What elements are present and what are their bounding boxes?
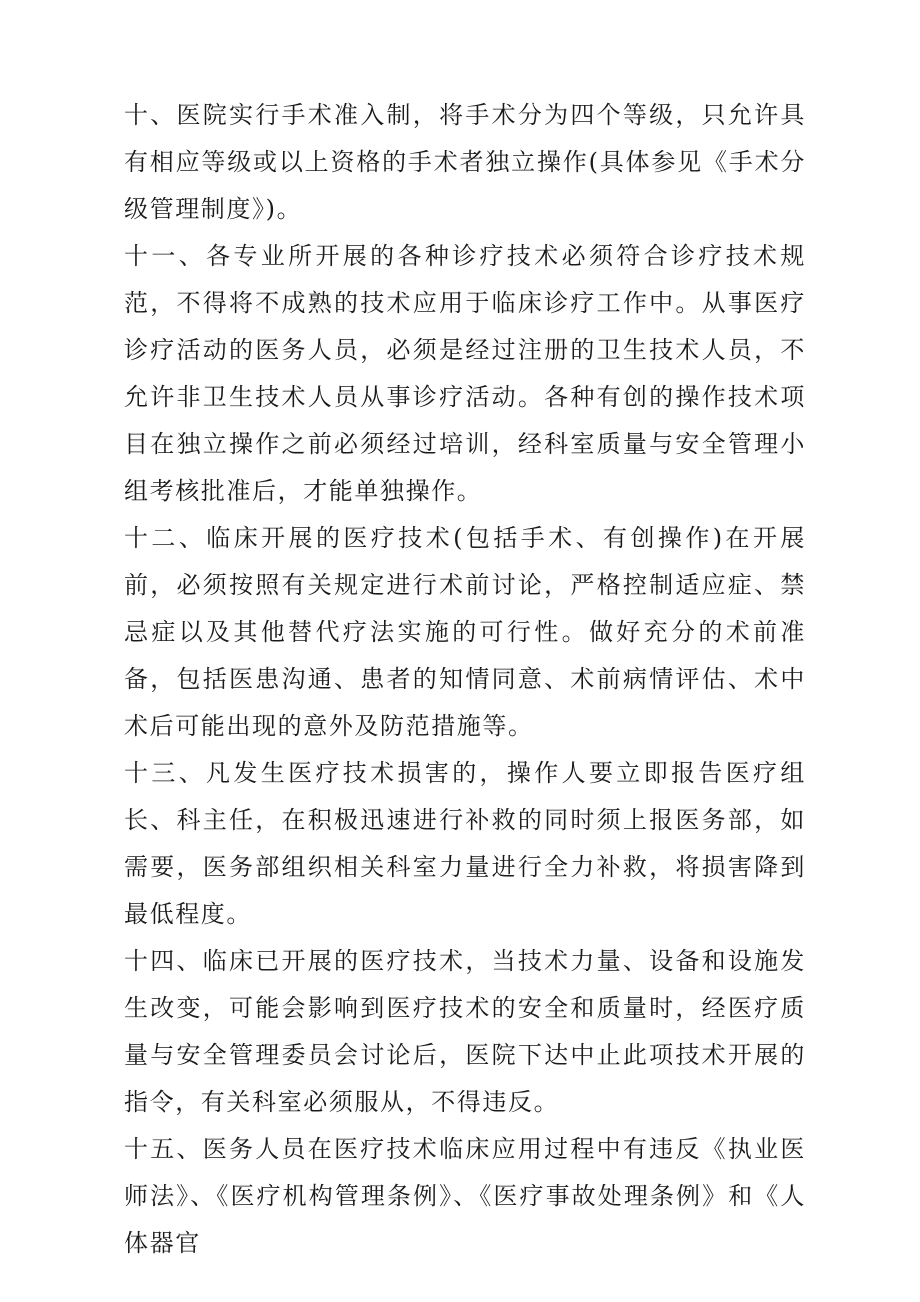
paragraph-14: 十四、临床已开展的医疗技术，当技术力量、设备和设施发生改变，可能会影响到医疗技术的安全和质量时，经医疗质量与安全管理委员会讨论后，医院下达中止此项技术开展的指令，有关科室必须服从，不得违反。 (124, 947, 806, 1116)
paragraph-11: 十一、各专业所开展的各种诊疗技术必须符合诊疗技术规范，不得将不成熟的技术应用于临床诊疗工作中。从事医疗诊疗活动的医务人员，必须是经过注册的卫生技术人员，不允许非卫生技术人员从事诊疗活动。各种有创的操作技术项目在独立操作之前必须经过培训，经科室质量与安全管理小组考核批准后，才能单独操作。 (124, 242, 806, 505)
paragraph-15: 十五、医务人员在医疗技术临床应用过程中有违反《执业医师法》、《医疗机构管理条例》、《医疗事故处理条例》和《人体器官 (124, 1135, 806, 1257)
paragraph-10: 十、医院实行手术准入制，将手术分为四个等级，只允许具有相应等级或以上资格的手术者独立操作(具体参见《手术分级管理制度》)。 (124, 101, 806, 223)
document-body (124, 92, 806, 1267)
paragraph-12: 十二、临床开展的医疗技术(包括手术、有创操作)在开展前，必须按照有关规定进行术前讨论，严格控制适应症、禁忌症以及其他替代疗法实施的可行性。做好充分的术前准备，包括医患沟通、患者的知情同意、术前病情评估、术中术后可能出现的意外及防范措施等。 (124, 524, 806, 740)
paragraph-13: 十三、凡发生医疗技术损害的，操作人要立即报告医疗组长、科主任，在积极迅速进行补救的同时须上报医务部，如需要，医务部组织相关科室力量进行全力补救，将损害降到最低程度。 (124, 759, 806, 928)
